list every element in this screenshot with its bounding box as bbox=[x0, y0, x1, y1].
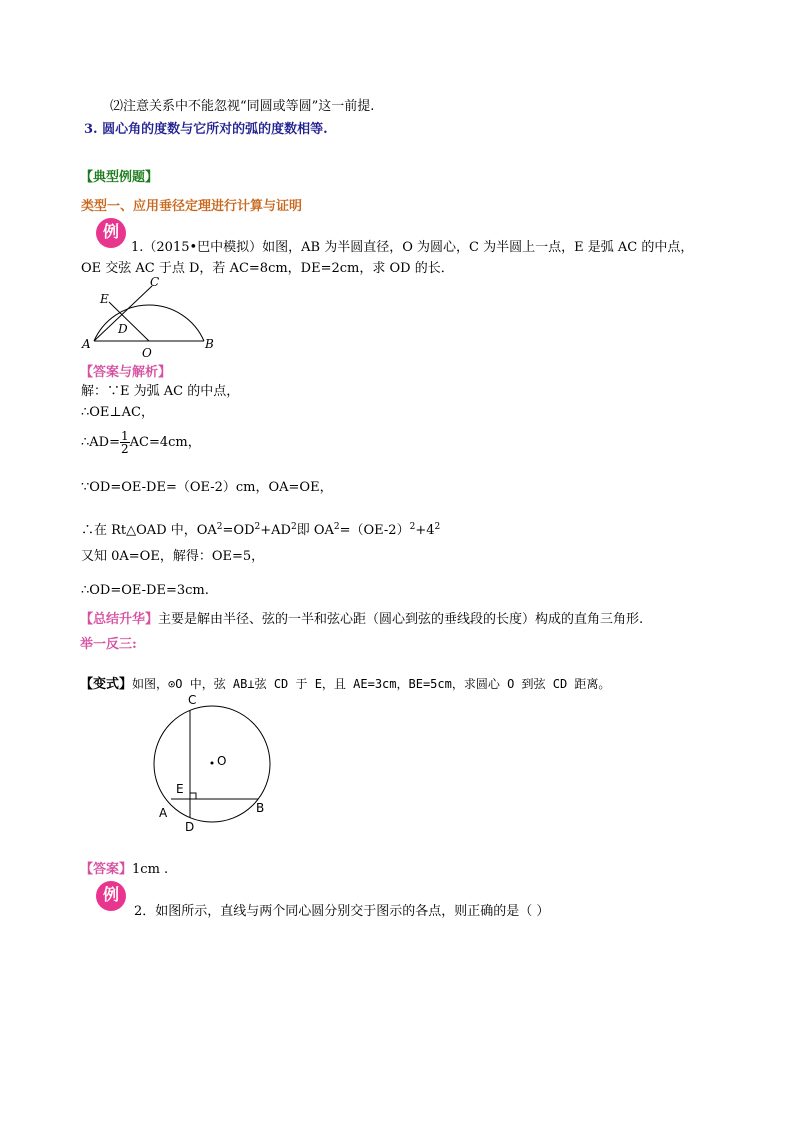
sup-2: 2 bbox=[333, 522, 340, 532]
variant-line bbox=[80, 676, 610, 693]
label-a: A bbox=[82, 337, 91, 351]
label-b: B bbox=[256, 801, 265, 815]
label-e: E bbox=[176, 782, 184, 796]
point-3: 3. 圆心角的度数与它所对的弧的度数相等. bbox=[84, 122, 328, 137]
semicircle-arc bbox=[94, 305, 204, 341]
sol5-part-c: +AD bbox=[260, 523, 291, 538]
example-2-badge: 例 bbox=[96, 881, 126, 911]
fraction-numerator: 1 bbox=[120, 429, 129, 443]
solution-line-5 bbox=[81, 519, 440, 539]
sol5-part-b: =OD bbox=[222, 523, 255, 538]
solution-line-1: 解：∵E 为弧 AC 的中点， bbox=[81, 384, 240, 399]
sup-2: 2 bbox=[409, 522, 416, 532]
fraction-one-half bbox=[120, 430, 130, 455]
answer-2-label: 【答案】 bbox=[80, 862, 133, 877]
label-c: C bbox=[188, 693, 197, 707]
summary-text: 主要是解由半径、弦的一半和弦心距（圆心到弦的垂线段的长度）构成的直角三角形. bbox=[158, 612, 644, 627]
example-2-question: 2．如图所示，直线与两个同心圆分别交于图示的各点，则正确的是（ ） bbox=[134, 904, 550, 919]
variant-text: 如图，⊙O 中，弦 AB⊥弦 CD 于 E，且 AE=3cm，BE=5cm，求圆心 O 到弦 CD 距离。 bbox=[132, 677, 611, 691]
example-1-badge: 例 bbox=[96, 218, 126, 248]
label-o: O bbox=[142, 346, 152, 360]
right-angle-mark bbox=[190, 793, 196, 799]
answer-2-text: 1cm . bbox=[132, 862, 169, 877]
sol5-part-e: =（OE-2） bbox=[339, 523, 410, 538]
label-e: E bbox=[100, 292, 109, 306]
sol5-part-f: +4 bbox=[415, 523, 435, 538]
label-d: D bbox=[185, 820, 195, 834]
sup-2: 2 bbox=[434, 522, 441, 532]
figure-semicircle bbox=[80, 275, 220, 360]
label-a: A bbox=[159, 806, 168, 820]
sup-2: 2 bbox=[290, 522, 297, 532]
example-1-question-line2: OE 交弦 AC 于点 D，若 AC=8cm，DE=2cm，求 OD 的长． bbox=[81, 261, 454, 276]
label-d: D bbox=[118, 322, 128, 336]
sol3-prefix: ∴AD= bbox=[81, 435, 120, 450]
label-o: O bbox=[217, 754, 227, 768]
sup-2: 2 bbox=[254, 522, 261, 532]
variant-label: 【变式】 bbox=[80, 677, 133, 692]
section-typical-examples: 【典型例题】 bbox=[80, 170, 159, 185]
label-b: B bbox=[205, 337, 214, 351]
center-point bbox=[211, 762, 214, 765]
summary-line bbox=[80, 612, 643, 628]
sup-2: 2 bbox=[216, 522, 223, 532]
solution-line-3 bbox=[81, 430, 201, 455]
solution-line-6: 又知 0A=OE，解得：OE=5， bbox=[81, 549, 265, 564]
solution-line-4: ∵OD=OE-DE=（OE-2）cm，OA=OE， bbox=[81, 480, 333, 495]
summary-label: 【总结升华】 bbox=[80, 612, 159, 627]
answer-analysis-heading: 【答案与解析】 bbox=[80, 365, 172, 380]
sol5-part-d: 即 OA bbox=[296, 523, 334, 538]
fraction-denominator: 2 bbox=[120, 442, 129, 456]
sol3-suffix: AC=4cm， bbox=[129, 435, 201, 450]
solution-line-7: ∴OD=OE-DE=3cm. bbox=[81, 583, 209, 598]
sol5-part-a: ∴在 Rt△OAD 中，OA bbox=[81, 523, 217, 538]
type-1-heading: 类型一、应用垂径定理进行计算与证明 bbox=[81, 199, 303, 214]
label-c: C bbox=[150, 275, 160, 289]
answer-2-line bbox=[80, 862, 168, 878]
example-1-question-line1: 1.（2015•巴中模拟）如图，AB 为半圆直径，O 为圆心，C 为半圆上一点，E 是弧 AC 的中点， bbox=[131, 240, 694, 255]
solution-line-2: ∴OE⊥AC， bbox=[81, 405, 154, 420]
note-2: ⑵注意关系中不能忽视“同圆或等圆”这一前提. bbox=[110, 99, 375, 114]
figure-circle bbox=[150, 692, 280, 836]
analogy-heading: 举一反三: bbox=[80, 637, 137, 652]
